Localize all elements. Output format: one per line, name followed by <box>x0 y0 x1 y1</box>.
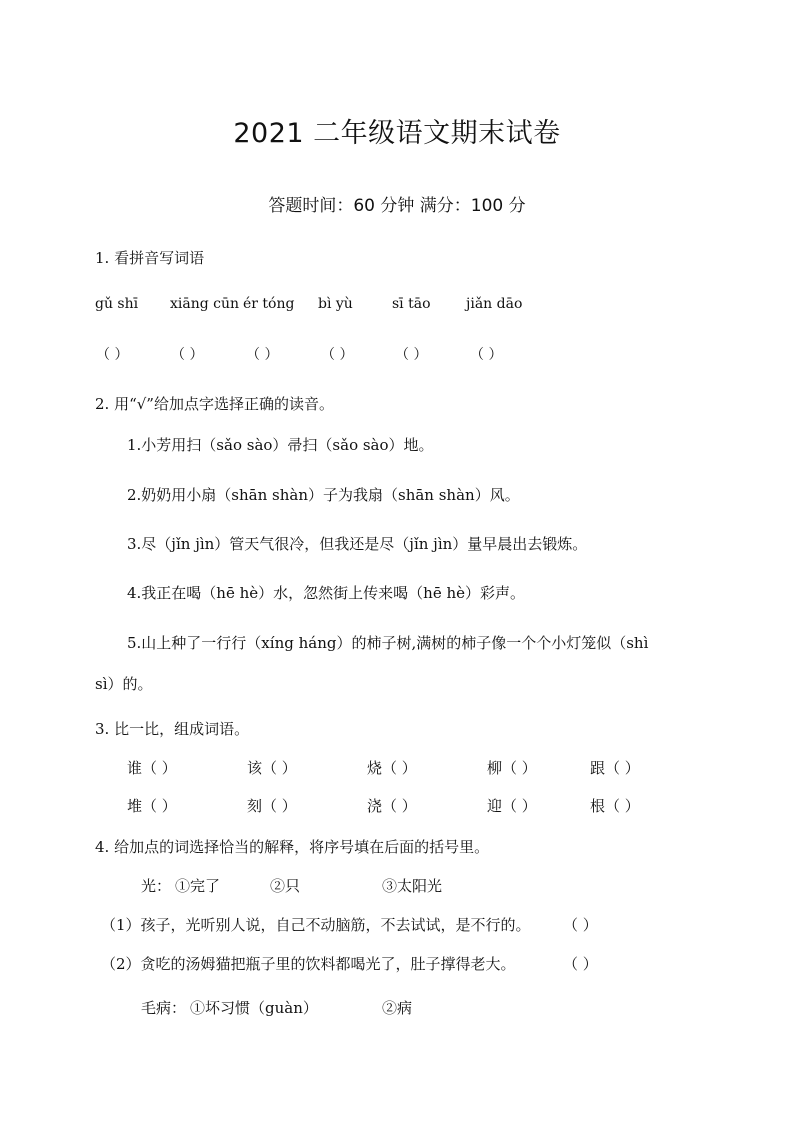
q1-answer-blank[interactable]: （ ） <box>395 347 428 363</box>
q1-pinyin-5: sī tāo <box>392 296 431 312</box>
q3-word-pair[interactable]: 烧（ ） <box>367 759 417 777</box>
q1-pinyin-2: xiāng cūn <box>170 296 240 312</box>
q4-guang-option-1: ①完了 <box>175 877 221 895</box>
q3-word-pair[interactable]: 根（ ） <box>590 797 640 815</box>
q3-word-pair[interactable]: 柳（ ） <box>487 759 537 777</box>
q4-sentence-2: （2）贪吃的汤姆猫把瓶子里的饮料都喝光了，肚子撑得老大。 <box>101 955 516 973</box>
q3-word-pair[interactable]: 跟（ ） <box>590 759 640 777</box>
q3-word-pair[interactable]: 该（ ） <box>247 759 297 777</box>
q1-pinyin-1: gǔ shī <box>95 296 139 312</box>
q4-word-maobing: 毛病： <box>141 999 187 1017</box>
q2-item-4: 4.我正在喝（hē hè）水，忽然街上传来喝（hē hè）彩声。 <box>127 584 526 602</box>
q4-guang-option-3: ③太阳光 <box>382 877 443 895</box>
q1-heading: 1. 看拼音写词语 <box>95 249 205 267</box>
q2-item-5-continued: sì）的。 <box>95 675 153 693</box>
q1-pinyin-6: jiǎn dāo <box>466 296 523 312</box>
q1-pinyin-3: ér tóng <box>243 296 295 312</box>
q1-answer-blank[interactable]: （ ） <box>470 347 503 363</box>
page-title: 2021 二年级语文期末试卷 <box>233 118 561 149</box>
q2-heading: 2. 用“√”给加点字选择正确的读音。 <box>95 395 334 413</box>
q4-guang-option-2: ②只 <box>270 877 301 895</box>
q4-maobing-option-2: ②病 <box>382 999 413 1017</box>
exam-info: 答题时间：60 分钟 满分：100 分 <box>268 196 526 216</box>
q2-item-5: 5.山上种了一行行（xíng háng）的柿子树,满树的柿子像一个个小灯笼似（shì <box>127 634 649 652</box>
q3-word-pair[interactable]: 刻（ ） <box>247 797 297 815</box>
q3-word-pair[interactable]: 浇（ ） <box>367 797 417 815</box>
q4-heading: 4. 给加点的词选择恰当的解释，将序号填在后面的括号里。 <box>95 838 490 856</box>
q4-sentence-1: （1）孩子，光听别人说，自己不动脑筋，不去试试，是不行的。 <box>101 916 531 934</box>
q2-item-2: 2.奶奶用小扇（shān shàn）子为我扇（shān shàn）风。 <box>127 486 520 504</box>
q4-answer-blank[interactable]: （ ） <box>563 916 598 934</box>
q3-word-pair[interactable]: 谁（ ） <box>127 759 177 777</box>
q4-word-guang: 光： <box>141 877 172 895</box>
q3-word-pair[interactable]: 迎（ ） <box>487 797 537 815</box>
q2-item-1: 1.小芳用扫（sǎo sào）帚扫（sǎo sào）地。 <box>127 436 434 454</box>
q1-answer-blank[interactable]: （ ） <box>246 347 279 363</box>
q3-heading: 3. 比一比，组成词语。 <box>95 720 250 738</box>
q4-maobing-option-1: ①坏习惯（guàn） <box>190 999 318 1017</box>
q1-pinyin-4: bì yù <box>318 296 353 312</box>
q3-word-pair[interactable]: 堆（ ） <box>127 797 177 815</box>
q1-answer-blank[interactable]: （ ） <box>171 347 204 363</box>
q4-answer-blank[interactable]: （ ） <box>563 955 598 973</box>
q2-item-3: 3.尽（jǐn jìn）管天气很冷，但我还是尽（jǐn jìn）量早晨出去锻炼。 <box>127 535 588 553</box>
q1-answer-blank[interactable]: （ ） <box>96 347 129 363</box>
q1-answer-blank[interactable]: （ ） <box>321 347 354 363</box>
